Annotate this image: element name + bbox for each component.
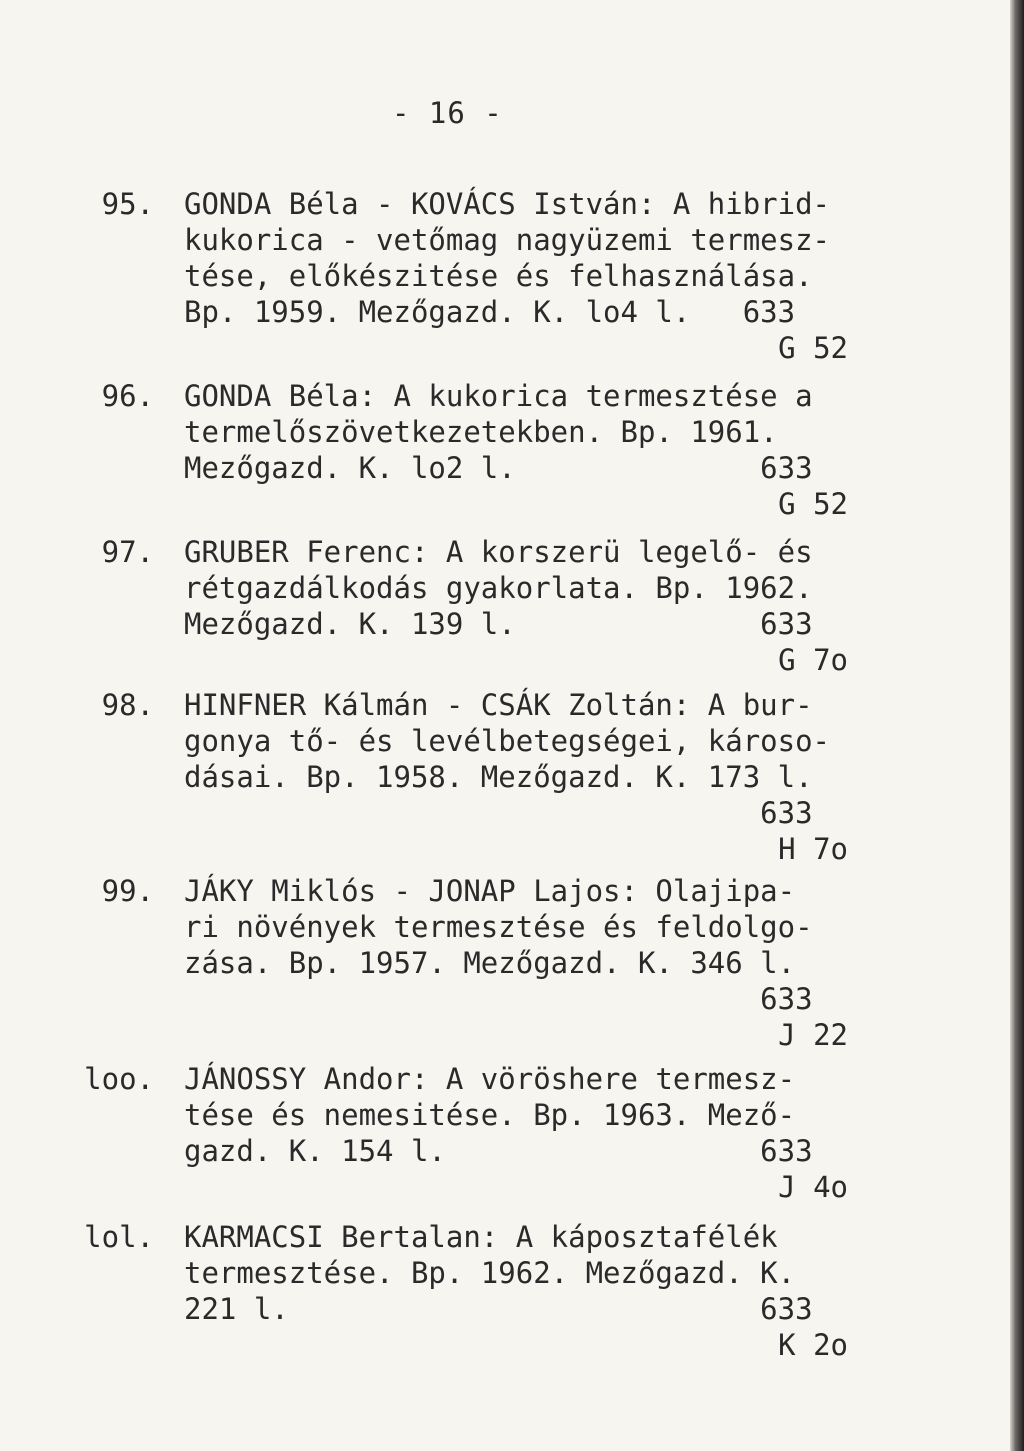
- entry-line: GRUBER Ferenc: A korszerü legelő- és: [184, 535, 813, 569]
- entry-line: tése és nemesitése. Bp. 1963. Mező-: [184, 1098, 796, 1132]
- entry-line: GONDA Béla: A kukorica termesztése a: [184, 379, 813, 413]
- page-number: - 16 -: [392, 96, 503, 130]
- entry-line: 633: [184, 982, 813, 1016]
- entry-text: [184, 1061, 884, 1205]
- call-number: G 52: [778, 487, 848, 521]
- entry-text: [184, 378, 884, 522]
- entry-line: GONDA Béla - KOVÁCS István: A hibrid-: [184, 187, 831, 221]
- entry-line: 221 l. 633: [184, 1292, 813, 1326]
- call-number: H 7o: [778, 832, 848, 866]
- call-number: G 52: [778, 331, 848, 365]
- entry-line: rétgazdálkodás gyakorlata. Bp. 1962.: [184, 571, 813, 605]
- entry-line: KARMACSI Bertalan: A káposztafélék: [184, 1220, 778, 1254]
- entry-line: Bp. 1959. Mezőgazd. K. lo4 l. 633: [184, 295, 796, 329]
- entry-text: [184, 1219, 884, 1363]
- entry-number: loo.: [84, 1062, 154, 1096]
- entry-number: 95.: [101, 187, 154, 221]
- entry-line: tése, előkészitése és felhasználása.: [184, 259, 813, 293]
- entry-line: Mezőgazd. K. lo2 l. 633: [184, 451, 813, 485]
- entry-line: JÁKY Miklós - JONAP Lajos: Olajipa-: [184, 874, 796, 908]
- entry-line: zása. Bp. 1957. Mezőgazd. K. 346 l.: [184, 946, 796, 980]
- call-number: J 4o: [778, 1170, 848, 1204]
- entry-line: gazd. K. 154 l. 633: [184, 1134, 813, 1168]
- entry-text: [184, 534, 884, 678]
- entry-line: termesztése. Bp. 1962. Mezőgazd. K.: [184, 1256, 796, 1290]
- entry-number: lol.: [84, 1220, 154, 1254]
- entry-text: [184, 873, 884, 1053]
- entry-line: termelőszövetkezetekben. Bp. 1961.: [184, 415, 778, 449]
- entry-line: Mezőgazd. K. 139 l. 633: [184, 607, 813, 641]
- entry-number: 97.: [101, 535, 154, 569]
- entry-line: kukorica - vetőmag nagyüzemi termesz-: [184, 223, 831, 257]
- entry-line: 633: [184, 796, 813, 830]
- entry-line: dásai. Bp. 1958. Mezőgazd. K. 173 l.: [184, 760, 813, 794]
- call-number: K 2o: [778, 1328, 848, 1362]
- call-number: G 7o: [778, 643, 848, 677]
- page-edge-shadow: [1010, 0, 1024, 1451]
- entry-line: ri növények termesztése és feldolgo-: [184, 910, 813, 944]
- entry-number: 98.: [101, 688, 154, 722]
- entry-text: [184, 186, 884, 366]
- entry-number: 99.: [101, 874, 154, 908]
- call-number: J 22: [778, 1018, 848, 1052]
- entry-line: gonya tő- és levélbetegségei, károso-: [184, 724, 831, 758]
- entry-number: 96.: [101, 379, 154, 413]
- entry-text: [184, 687, 884, 867]
- entry-line: JÁNOSSY Andor: A vöröshere termesz-: [184, 1062, 796, 1096]
- entry-line: HINFNER Kálmán - CSÁK Zoltán: A bur-: [184, 688, 813, 722]
